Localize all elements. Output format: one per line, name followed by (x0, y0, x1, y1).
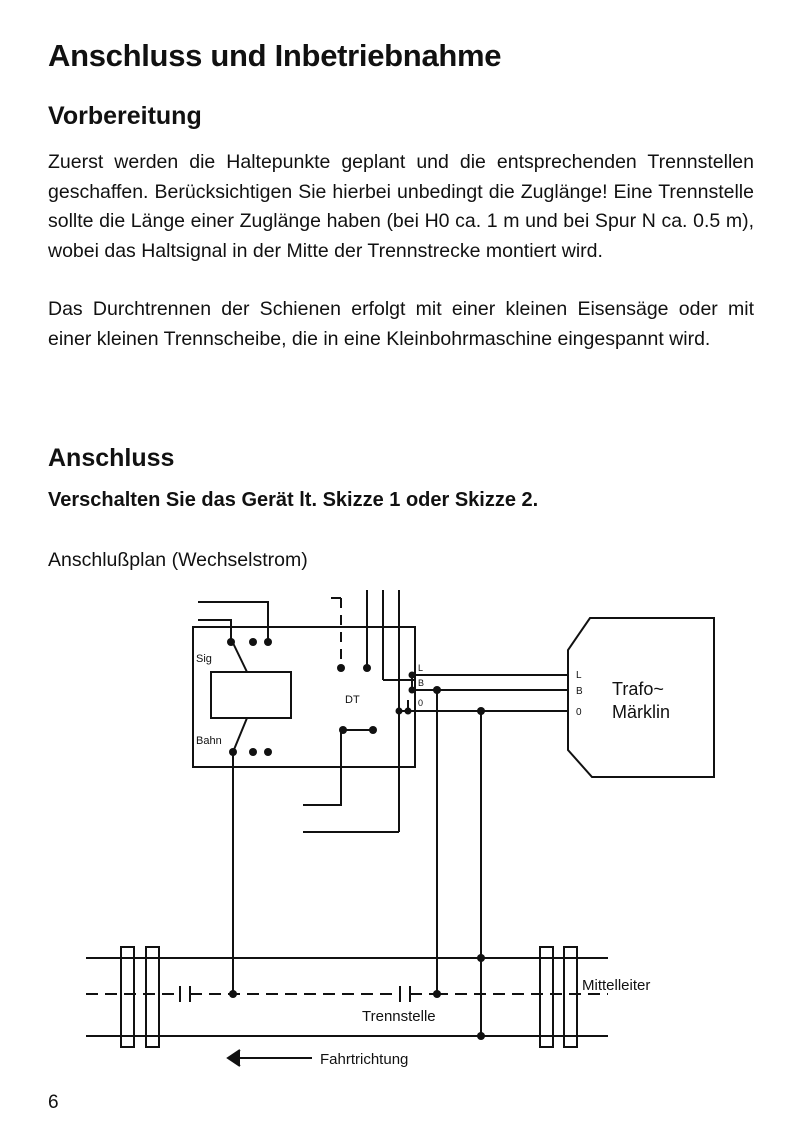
section-heading-anschluss: Anschluss (48, 444, 175, 472)
dt-label: DT (345, 694, 360, 706)
mittelleiter-label: Mittelleiter (582, 977, 651, 994)
page-title: Anschluss und Inbetriebnahme (48, 38, 502, 73)
instruction-text: Verschalten Sie das Gerät lt. Skizze 1 oder Skizze 2. (48, 489, 539, 511)
terminal-b-label: B (418, 678, 425, 688)
section-heading-vorbereitung: Vorbereitung (48, 102, 202, 130)
device-box (193, 627, 415, 767)
terminal-0-label: 0 (418, 698, 424, 708)
paragraph-preparation: Zuerst werden die Haltepunkte geplant und die entsprechenden Trennstellen geschaffen. Berücksichtigen Sie hierbei unbedingt die Zuglänge! Eine Trennstelle sollte die Länge einer Zuglänge haben (bei H0 ca. 1 m und bei Spur N ca. 0.5 m), wobei das Haltsignal in der Mitte der Trennstrecke montiert wird. (48, 151, 754, 262)
page-number: 6 (48, 1092, 59, 1113)
terminal-l-label: L (418, 663, 424, 673)
trafo-l-label: L (576, 670, 582, 681)
wiring-diagram (0, 580, 800, 1100)
trafo-0-label: 0 (576, 707, 582, 718)
trafo-b-label: B (576, 686, 583, 697)
sig-label: Sig (196, 653, 212, 665)
relay-coil-box (211, 672, 291, 718)
trafo-name-line2: Märklin (612, 702, 671, 722)
fahrtrichtung-label: Fahrtrichtung (320, 1051, 409, 1068)
bahn-label: Bahn (196, 735, 222, 747)
trennstelle-label: Trennstelle (362, 1008, 436, 1025)
paragraph-cutting: Das Durchtrennen der Schienen erfolgt mit einer kleinen Eisensäge oder mit einer kleinen Trennscheibe, die in eine Kleinbohrmaschine eingespannt wird. (48, 298, 754, 350)
diagram-caption: Anschlußplan (Wechselstrom) (48, 549, 308, 571)
trafo-name-line1: Trafo~ (612, 679, 664, 699)
